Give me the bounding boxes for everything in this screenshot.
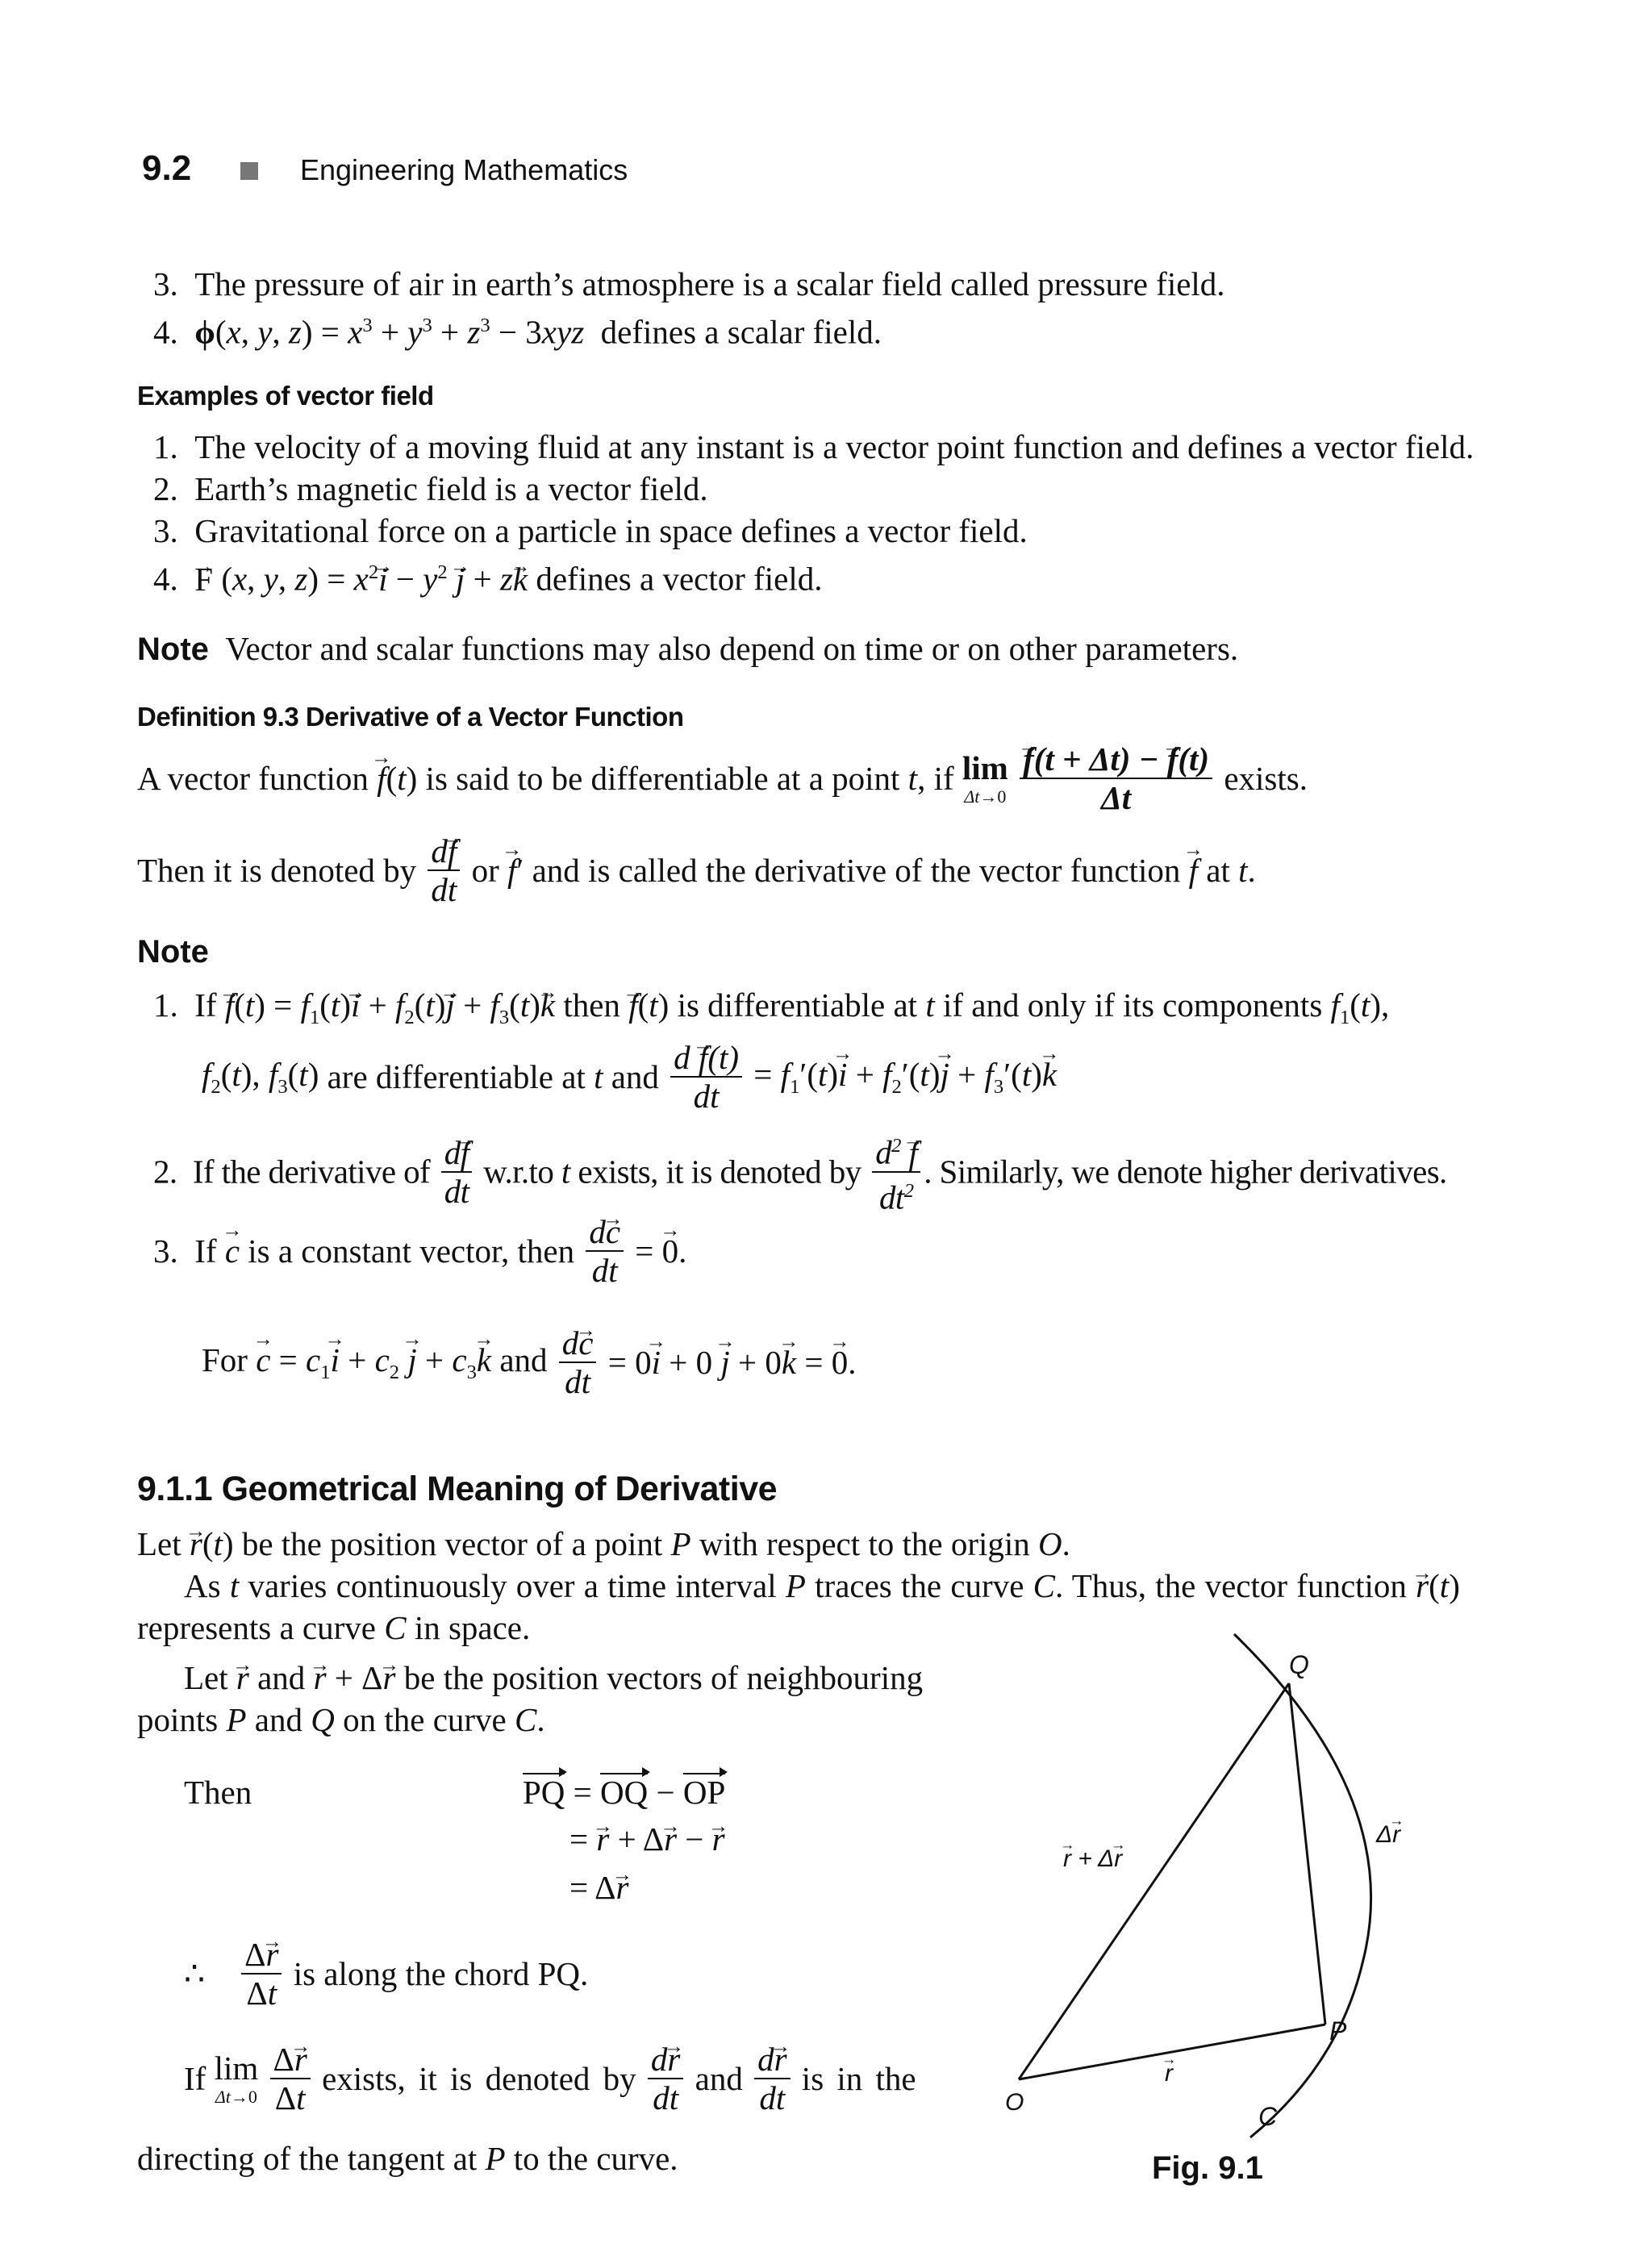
label-r-plus-dr: → r + Δ→ r (1063, 1845, 1122, 1873)
section-para-2-line-2: represents a curve C in space. (137, 1609, 531, 1646)
label-c: C (1258, 2102, 1278, 2131)
definition-line-1: A vector function → f(t) is said to be differentiable at a point t, if lim Δt→0 → $\frac{f(t + \Delta t) - \to f(t)}{\Delta t}$ exists. (137, 740, 1308, 816)
derivation-line-2: = → r + Δ→ r − → r (569, 1818, 725, 1860)
label-q: Q (1289, 1650, 1309, 1679)
last-line: directing of the tangent at P to the curve. (137, 2140, 678, 2177)
limit-line: If lim Δt→0 $\frac{\Delta\to r}{\Delta t}$ exists, it is denoted by $\frac{d\to r}{dt}$ and $\frac{d\to r}{dt}$ is in the (184, 2041, 916, 2116)
note-vector-scalar: Note Vector and scalar functions may also depend on time or on other parameters. (137, 630, 1239, 667)
vector-item-1: 1. The velocity of a moving fluid at any instant is a vector point function and defines a vector field. (153, 428, 1475, 465)
curve-c (1234, 1634, 1371, 2137)
definition-line-2: Then it is denoted by $\frac{d\to f}{dt}$ or → f′ and is called the derivative of the vector function → f at t. (137, 832, 1256, 908)
label-p: P (1329, 2016, 1347, 2045)
note-heading: Note (137, 934, 209, 970)
section-para-3-line-2: points P and Q on the curve C. (137, 1701, 545, 1738)
note-item-2: 2. If the derivative of $\frac{d\to f}{dt}$ w.r.to t exists, it is denoted by $\frac{d^2 \to f}{dt^2}$ . Similarly, we denote higher derivatives. (153, 1128, 1447, 1216)
vector-item-4: 4. → F (x, y, $z) = x^2\to i - y^2 \to j + z\to k$ defines a vector field. (153, 552, 823, 600)
note-item-1-line-1: 1. $If \to f(t) = f_1(t)\to i + f_2(t)\to j + f_3(t)\to k$ then → f(t) is differentiable at t if and only if its components $f_1(t)$, (153, 984, 1389, 1039)
label-r: → r (1165, 2060, 1173, 2087)
book-title: Engineering Mathematics (300, 153, 628, 186)
vector-r-plus-dr (1019, 1683, 1289, 2079)
note-item-1-line-2: $f_2(t)$, $f_3(t)$ are differentiable at t and $\frac{d \to f(t)}{dt}$ = $f_1'(t)\to i + f_2'(t)\to j + f_3'(t)\to k$ (202, 1039, 1057, 1115)
definition-heading: Definition 9.3 Derivative of a Vector Function (137, 702, 684, 732)
vector-field-heading: Examples of vector field (137, 381, 434, 411)
chord-line: ∴ $\frac{\Delta\to r}{\Delta t}$ is along the chord PQ. (184, 1936, 588, 2012)
section-heading: 9.1.1 Geometrical Meaning of Derivative (137, 1470, 778, 1508)
section-para-1: Let → r(t) be the position vector of a point P with respect to the origin O. (137, 1523, 1070, 1565)
vector-item-2: 2. Earth’s magnetic field is a vector field. (153, 470, 708, 507)
section-para-3-line-1: Let → r and → r + Δ→ r be the position vectors of neighbouring (184, 1657, 923, 1699)
vector-delta-r (1289, 1683, 1325, 2025)
label-o: O (1005, 2089, 1024, 2116)
derivation-line-1: PQ = OQ − OP (523, 1771, 725, 1813)
scalar-item-4: 4. ϕ(x, y, $z) = x^3 + y^3 + z^3 - 3xyz$ defines a scalar field. (153, 313, 882, 351)
figure-9-1 (984, 1613, 1436, 2178)
figure-caption: Fig. 9.1 (1152, 2150, 1263, 2186)
label-dr: Δ→ r (1376, 1821, 1400, 1849)
header-square-icon (240, 162, 258, 180)
note-item-3-example: For → $c = c_1\to i + c_2 \to j + c_3\to k$ and $\frac{d\to c}{dt}$ = 0→ i + 0 → j + 0→ k = → 0. (202, 1324, 856, 1400)
note-item-3: 3. If → c is a constant vector, then $\frac{d\to c}{dt}$ = → 0. (153, 1213, 686, 1289)
vector-item-3: 3. Gravitational force on a particle in space defines a vector field. (153, 512, 1028, 549)
then-label: Then (184, 1774, 252, 1811)
section-para-2-line-1: As t varies continuously over a time interval P traces the curve C. Thus, the vector function → r(t) (184, 1565, 1526, 1607)
page-number: 9.2 (142, 148, 192, 188)
derivation-line-3: = Δ→ r (569, 1866, 628, 1908)
scalar-item-3: 3. The pressure of air in earth’s atmosphere is a scalar field called pressure field. (153, 265, 1225, 302)
